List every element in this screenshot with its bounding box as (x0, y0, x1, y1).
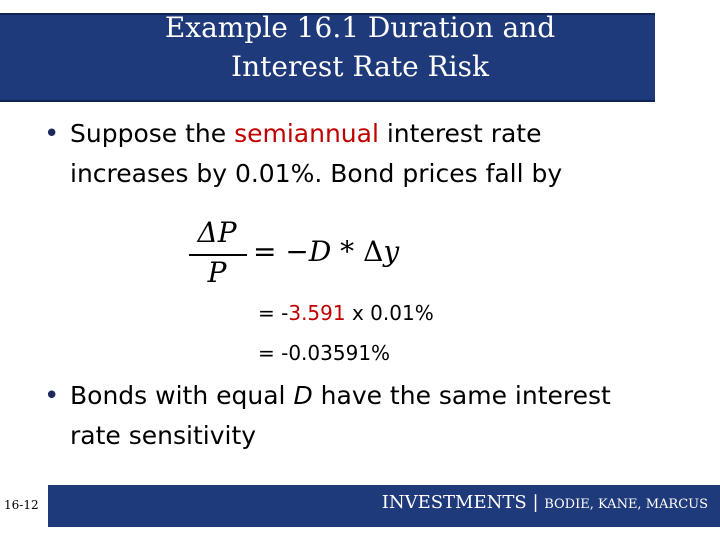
bullet-1-highlight: semiannual (234, 119, 379, 148)
bullet-2-line-1 (70, 376, 611, 416)
bullet-2-line-2: rate sensitivity (70, 421, 257, 450)
bullet-1-line-2: increases by 0.01%. Bond prices fall by (70, 159, 563, 188)
bullet-2-italic: D (293, 381, 313, 410)
calc-line-1-post: x 0.01% (345, 301, 434, 325)
bullet-2-marker: • (44, 381, 60, 411)
calc-line-1-pre: = - (258, 301, 289, 325)
formula-rhs-star: * Δ (331, 235, 384, 268)
slide-number: 16-12 (4, 498, 39, 512)
bullet-1-pre: Suppose the (70, 119, 235, 148)
title-line-2: Interest Rate Risk (231, 50, 489, 83)
slide-title (0, 8, 720, 86)
bullet-1-post: interest rate (378, 119, 542, 148)
footer-branding (382, 492, 708, 513)
bullet-2-pre: Bonds with equal (70, 381, 294, 410)
calc-line-1-highlight: 3.591 (288, 301, 346, 325)
title-line-1: Example 16.1 Duration and (164, 11, 556, 44)
bullet-1-marker: • (44, 119, 60, 149)
formula-rhs-var: D (308, 235, 332, 268)
footer-separator: | (526, 492, 545, 513)
formula-rhs-y: y (383, 235, 400, 268)
bullet-1-text (70, 114, 562, 194)
bullet-1-line-1 (70, 114, 562, 154)
calc-line-1 (258, 298, 434, 328)
formula-rhs-pre: = − (253, 235, 309, 268)
formula-numerator: ΔP (197, 216, 237, 249)
footer-authors: BODIE, KANE, MARCUS (544, 497, 708, 512)
bullet-2-text (70, 376, 611, 456)
bullet-2-post: have the same interest (312, 381, 611, 410)
formula-denominator: P (207, 256, 227, 289)
formula-rhs (253, 237, 399, 267)
footer-brand: INVESTMENTS (381, 492, 527, 513)
calc-line-2: = -0.03591% (258, 341, 391, 365)
